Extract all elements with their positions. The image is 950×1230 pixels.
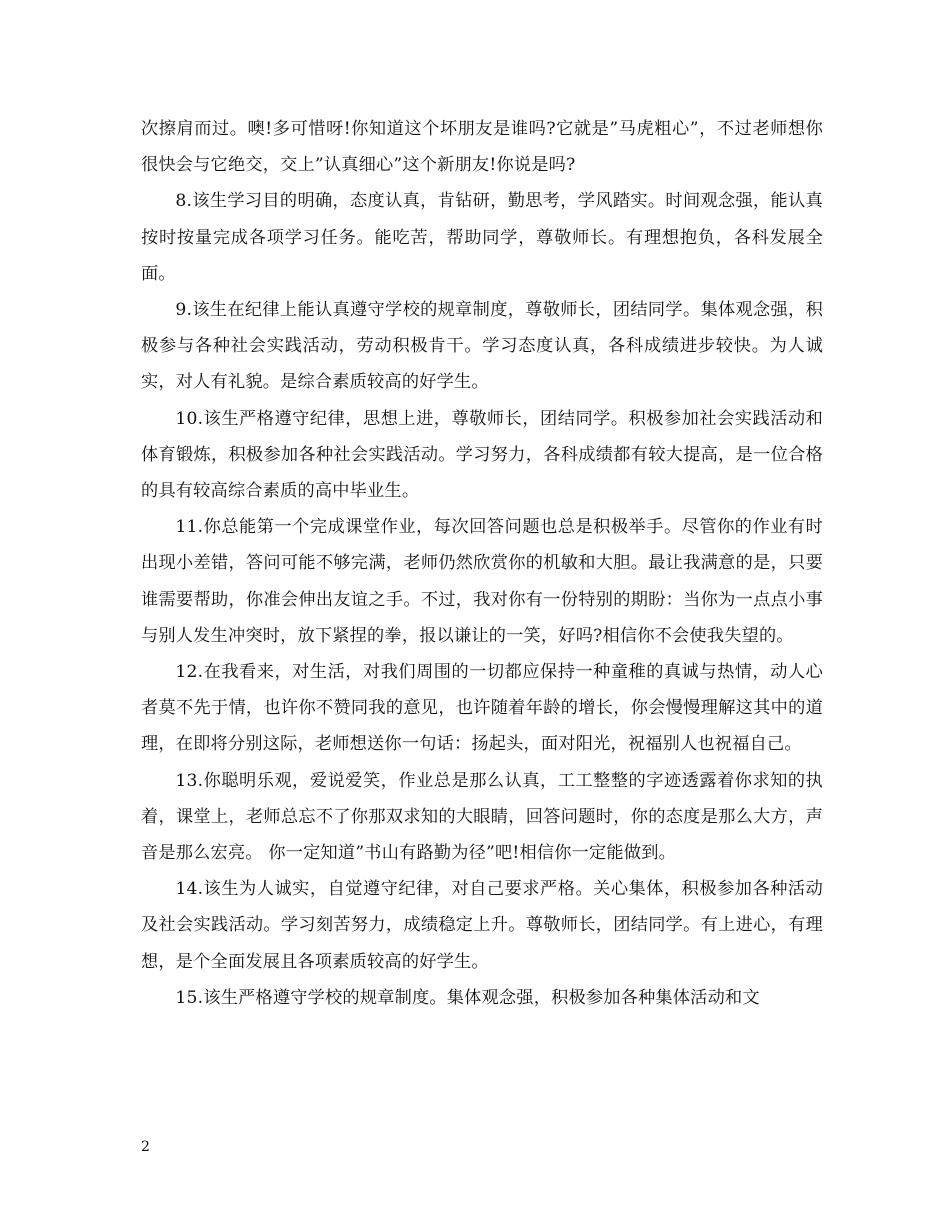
page-number: 2 [141, 1139, 150, 1155]
paragraph-comment-12: 12.在我看来，对生活，对我们周围的一切都应保持一种童稚的真诚与热情，动人心者莫不先于情，也许你不赞同我的意见，也许随着年龄的增长，你会慢慢理解这其中的道理，在即将分别这际，老师想送你一句话：扬起头，面对阳光，祝福别人也祝福自己。 [141, 662, 823, 755]
paragraph-comment-11: 11.你总能第一个完成课堂作业，每次回答问题也总是积极举手。尽管你的作业有时出现小差错，答问可能不够完满，老师仍然欣赏你的机敏和大胆。最让我满意的是，只要谁需要帮助，你准会伸出友谊之手。不过，我对你有一份特别的期盼：当你为一点点小事与别人发生冲突时，放下紧捏的拳，报以谦让的一笑，好吗?相信你不会使我失望的。 [141, 517, 823, 646]
paragraph-continuation: 次擦肩而过。噢!多可惜呀!你知道这个坏朋友是谁吗?它就是”马虎粗心”，不过老师想你很快会与它绝交，交上”认真细心”这个新朋友!你说是吗? [141, 119, 823, 176]
paragraph-comment-15: 15.该生严格遵守学校的规章制度。集体观念强，积极参加各种集体活动和文 [175, 987, 760, 1008]
document-body [141, 111, 823, 1016]
paragraph-comment-9: 9.该生在纪律上能认真遵守学校的规章制度，尊敬师长，团结同学。集体观念强，积极参与各种社会实践活动，劳动积极肯干。学习态度认真，各科成绩进步较快。为人诚实，对人有礼貌。是综合素质较高的好学生。 [141, 300, 823, 393]
paragraph-comment-8: 8.该生学习目的明确，态度认真，肯钻研，勤思考，学风踏实。时间观念强，能认真按时按量完成各项学习任务。能吃苦，帮助同学，尊敬师长。有理想抱负，各科发展全面。 [141, 191, 823, 284]
paragraph-comment-13: 13.你聪明乐观，爱说爱笑，作业总是那么认真，工工整整的字迹透露着你求知的执着，课堂上，老师总忘不了你那双求知的大眼睛，回答问题时，你的态度是那么大方，声音是那么宏亮。 你一定知道”书山有路勤为径”吧!相信你一定能做到。 [141, 770, 823, 864]
paragraph-comment-10: 10.该生严格遵守纪律，思想上进，尊敬师长，团结同学。积极参加社会实践活动和体育锻炼，积极参加各种社会实践活动。学习努力，各科成绩都有较大提高，是一位合格的具有较高综合素质的高中毕业生。 [141, 408, 823, 502]
paragraph-comment-14: 14.该生为人诚实，自觉遵守纪律，对自己要求严格。关心集体，积极参加各种活动及社会实践活动。学习刻苦努力，成绩稳定上升。尊敬师长，团结同学。有上进心，有理想，是个全面发展且各项素质较高的好学生。 [141, 879, 823, 972]
